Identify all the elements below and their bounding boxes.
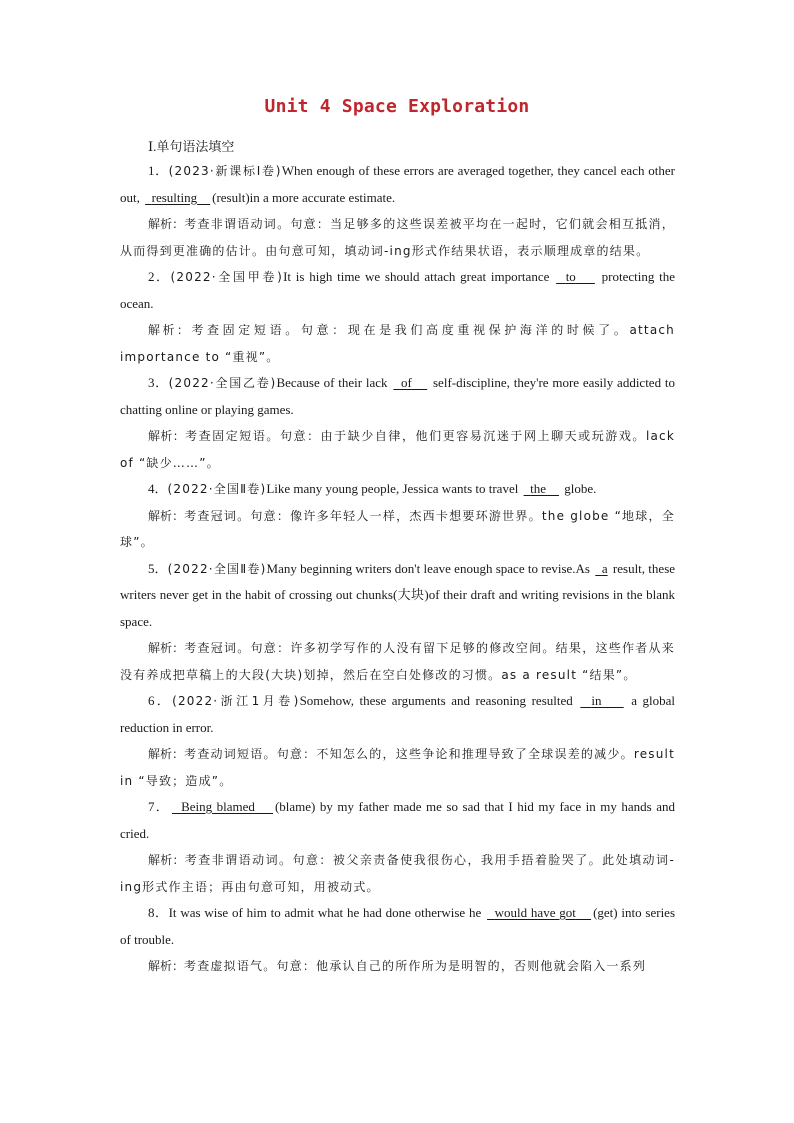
- analysis-text: [120, 211, 675, 264]
- analysis-content: 考查非谓语动词。句意：被父亲责备使我很伤心，我用手捂着脸哭了。此处填动词-ing形式作主语；再由句意可知，用被动式。: [120, 853, 675, 894]
- analysis-text: [120, 635, 675, 688]
- question-number: 2．: [148, 269, 171, 284]
- analysis-content: 考查固定短语。句意：现在是我们高度重视保护海洋的时候了。attach importance to “重视”。: [120, 323, 675, 364]
- question-source: (2022·浙江1月卷): [172, 694, 300, 708]
- question-before: Because of their lack: [276, 375, 388, 390]
- analysis-text: [120, 847, 675, 900]
- answer-text: resulting: [151, 189, 198, 205]
- analysis-text: [120, 317, 675, 370]
- analysis-content: 考查动词短语。句意：不知怎么的，这些争论和推理导致了全球误差的减少。result in “导致；造成”。: [120, 747, 675, 788]
- question-after: a global reduction in error.: [120, 693, 676, 735]
- question-list: [120, 158, 675, 980]
- question-text: [120, 556, 675, 636]
- question-after: (result)in a more accurate estimate.: [212, 189, 396, 205]
- question-source: (2022·全国Ⅱ卷): [167, 482, 267, 496]
- question-source: (2022·全国甲卷): [170, 270, 284, 284]
- question-after: self-discipline, they're more easily addicted to chatting online or playing games.: [120, 375, 676, 417]
- answer-text: in: [591, 693, 602, 708]
- answer-blank: [170, 799, 275, 814]
- analysis-content: 考查固定短语。句意：由于缺少自律，他们更容易沉迷于网上聊天或玩游戏。lack of “缺少……”。: [120, 429, 675, 470]
- question-before: Many beginning writers don't leave enough space to revise.As: [266, 560, 590, 576]
- question-number: 3．: [148, 375, 169, 390]
- analysis-text: [120, 423, 675, 476]
- analysis-content: 考查非谓语动词。句意：当足够多的这些误差被平均在一起时，它们就会相互抵消，从而得到更准确的估计。由句意可知，填动词-ing形式作结果状语，表示顺理成章的结果。: [120, 217, 675, 258]
- analysis-content: 考查虚拟语气。句意：他承认自己的所作所为是明智的，否则他就会陷入一系列: [184, 959, 647, 973]
- analysis-text: [120, 741, 675, 794]
- answer-text: the: [530, 481, 546, 496]
- question-after: (blame) by my father made me so sad that I hid my face in my hands and cried.: [120, 799, 675, 841]
- question-number: 7．: [148, 799, 171, 814]
- question-text: [120, 688, 675, 741]
- analysis-label: 解析：: [148, 959, 185, 973]
- question-text: [120, 158, 675, 211]
- answer-text: to: [565, 269, 576, 284]
- answer-text: a: [601, 560, 608, 576]
- question-number: 1．: [148, 163, 169, 178]
- page-title: Unit 4 Space Exploration: [264, 96, 530, 117]
- question-after: protecting the ocean.: [120, 269, 676, 311]
- question-item: [120, 370, 675, 476]
- question-item: [120, 264, 675, 370]
- question-number: 8．: [148, 905, 169, 920]
- question-item: [120, 688, 675, 794]
- question-before: Somehow, these arguments and reasoning resulted: [299, 693, 573, 708]
- analysis-label: 解析：: [148, 853, 185, 867]
- question-text: [120, 900, 675, 953]
- answer-text: Being blamed: [181, 799, 255, 814]
- question-item: [120, 900, 675, 980]
- question-after: (get) into series of trouble.: [120, 905, 676, 947]
- answer-text: of: [401, 375, 412, 390]
- answer-blank: [485, 905, 593, 920]
- question-source: (2023·新课标Ⅰ卷): [168, 164, 282, 178]
- section-heading: Ⅰ.单句语法填空: [148, 139, 235, 154]
- question-item: [120, 794, 675, 900]
- question-before: It is high time we should attach great importance: [283, 269, 550, 284]
- question-text: [120, 794, 675, 847]
- analysis-content: 考查冠词。句意：像许多年轻人一样，杰西卡想要环游世界。the globe “地球，全球”。: [120, 508, 675, 549]
- answer-blank: [143, 190, 212, 205]
- question-item: [120, 158, 675, 264]
- question-number: 5．: [148, 560, 168, 576]
- analysis-text: [120, 503, 675, 556]
- analysis-label: 解析：: [148, 641, 185, 655]
- question-text: [120, 264, 675, 317]
- answer-blank: [522, 481, 561, 496]
- answer-blank: [554, 269, 597, 284]
- question-source: (2022·全国乙卷): [168, 376, 277, 390]
- answer-blank: [578, 693, 625, 708]
- analysis-label: 解析：: [148, 429, 186, 443]
- answer-blank: [391, 375, 429, 390]
- analysis-label: 解析：: [148, 747, 185, 761]
- analysis-label: 解析：: [148, 217, 185, 231]
- question-after: globe.: [564, 481, 597, 496]
- question-source: (2022·全国Ⅱ卷): [167, 561, 267, 576]
- answer-blank: [593, 561, 609, 576]
- question-before: Like many young people, Jessica wants to travel: [266, 481, 519, 496]
- analysis-label: 解析：: [148, 508, 185, 523]
- question-text: [120, 370, 675, 423]
- question-item: [120, 556, 675, 689]
- question-before: It was wise of him to admit what he had done otherwise he: [168, 905, 482, 920]
- analysis-content: 考查冠词。句意：许多初学写作的人没有留下足够的修改空间。结果，这些作者从来没有养成把草稿上的大段(大块)划掉，然后在空白处修改的习惯。as a result “结果”。: [120, 641, 675, 682]
- analysis-label: 解析：: [148, 323, 192, 337]
- question-number: 4．: [148, 481, 168, 496]
- question-after: result, these writers never get in the habit of crossing out chunks(大块)of their draft and writing revisions in the blank space.: [120, 560, 676, 629]
- question-before: When enough of these errors are averaged together, they cancel each other out,: [120, 163, 675, 205]
- answer-text: would have got: [494, 905, 576, 920]
- question-text: [120, 476, 675, 503]
- question-item: [120, 476, 675, 556]
- question-number: 6．: [148, 693, 173, 708]
- analysis-text: [120, 953, 675, 980]
